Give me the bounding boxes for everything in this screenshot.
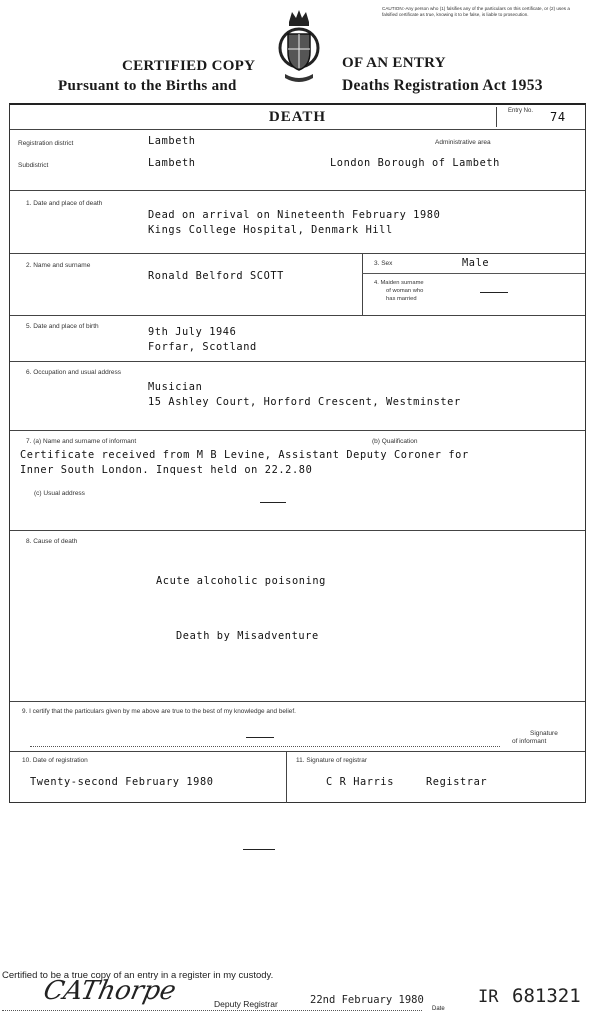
subdistrict-value: Lambeth	[148, 157, 196, 169]
date-place-of-death-line2: Kings College Hospital, Denmark Hill	[148, 224, 393, 236]
deputy-registrar-label: Deputy Registrar	[214, 999, 278, 1009]
registrar-title: Registrar	[426, 776, 488, 788]
serial-prefix: IR	[478, 987, 499, 1007]
signature-label-1: Signature	[530, 730, 558, 737]
informant-signature-dash	[246, 737, 274, 738]
informant-line2: Inner South London. Inquest held on 22.2.80	[20, 464, 313, 476]
footer-date: 22nd February 1980	[310, 994, 424, 1006]
date-of-registration-label: 10. Date of registration	[22, 757, 88, 764]
date-place-of-birth-line1: 9th July 1946	[148, 326, 237, 338]
registration-district-label: Registration district	[18, 140, 74, 147]
signature-label-2: of informant	[512, 738, 547, 745]
occupation-address-label: 6. Occupation and usual address	[26, 369, 122, 376]
caution-notice: CAUTION:-Any person who (1) falsifies any of the particulars on this certificate, or (2) uses a falsified certificate as true, knowing it to be false, is liable to prosecution.	[382, 6, 570, 17]
certificate-heading: DEATH	[268, 109, 327, 125]
name-surname-label: 2. Name and surname	[26, 262, 91, 269]
cause-of-death-label: 8. Cause of death	[26, 538, 78, 545]
date-place-of-birth-label: 5. Date and place of birth	[26, 323, 99, 330]
date-place-of-death-label: 1. Date and place of death	[26, 200, 103, 207]
date-place-of-death-line1: Dead on arrival on Nineteenth February 1980	[148, 209, 441, 221]
title-registration-act: Deaths Registration Act 1953	[342, 77, 543, 94]
subdistrict-label: Subdistrict	[18, 162, 49, 169]
cause-of-death-line1: Acute alcoholic poisoning	[156, 575, 326, 587]
certification-statement: 9. I certify that the particulars given by me above are true to the best of my knowledge and belief.	[22, 708, 296, 715]
footer-signature-line	[2, 1010, 422, 1011]
administrative-area-value: London Borough of Lambeth	[330, 157, 500, 169]
registrar-signature-label: 11. Signature of registrar	[296, 757, 368, 764]
informant-line1: Certificate received from M B Levine, Assistant Deputy Coroner for	[20, 449, 469, 461]
registration-district-value: Lambeth	[148, 135, 196, 147]
sex-label: 3. Sex	[374, 260, 393, 267]
deputy-registrar-signature: CAThorpe	[40, 976, 179, 1006]
date-place-of-birth-line2: Forfar, Scotland	[148, 341, 257, 353]
serial-number: 681321	[512, 985, 581, 1007]
name-surname-value: Ronald Belford SCOTT	[148, 270, 284, 282]
entry-label: Entry No.	[508, 108, 534, 114]
title-of-an-entry: OF AN ENTRY	[342, 55, 446, 71]
usual-address-value: 15 Ashley Court, Horford Crescent, Westminster	[148, 396, 461, 408]
administrative-area-label: Administrative area	[435, 139, 491, 146]
informant-name-label: 7. (a) Name and surname of informant	[26, 438, 137, 445]
title-certified-copy: CERTIFIED COPY	[122, 58, 256, 74]
informant-qualification-label: (b) Qualification	[372, 438, 418, 445]
title-pursuant: Pursuant to the Births and	[58, 78, 237, 94]
royal-crest-icon	[277, 8, 321, 88]
informant-address-label: (c) Usual address	[34, 490, 85, 497]
maiden-surname-label-1: 4. Maiden surname	[374, 280, 424, 286]
certified-true-copy-text: Certified to be a true copy of an entry in a register in my custody.	[2, 970, 274, 981]
maiden-surname-label-3: has married	[386, 296, 417, 302]
cause-of-death-line2: Death by Misadventure	[176, 630, 319, 642]
entry-number: 74	[550, 110, 566, 124]
sex-value: Male	[462, 257, 490, 269]
maiden-surname-dash	[480, 292, 508, 293]
date-of-registration-value: Twenty-second February 1980	[30, 776, 214, 788]
occupation-value: Musician	[148, 381, 203, 393]
registrar-name: C R Harris	[326, 776, 394, 788]
maiden-surname-label-2: of woman who	[386, 288, 424, 294]
informant-signature-line	[30, 746, 500, 747]
separator-dash	[243, 849, 275, 850]
informant-address-dash	[260, 502, 286, 503]
certificate-frame	[9, 103, 586, 803]
footer-date-label: Date	[432, 1006, 445, 1012]
